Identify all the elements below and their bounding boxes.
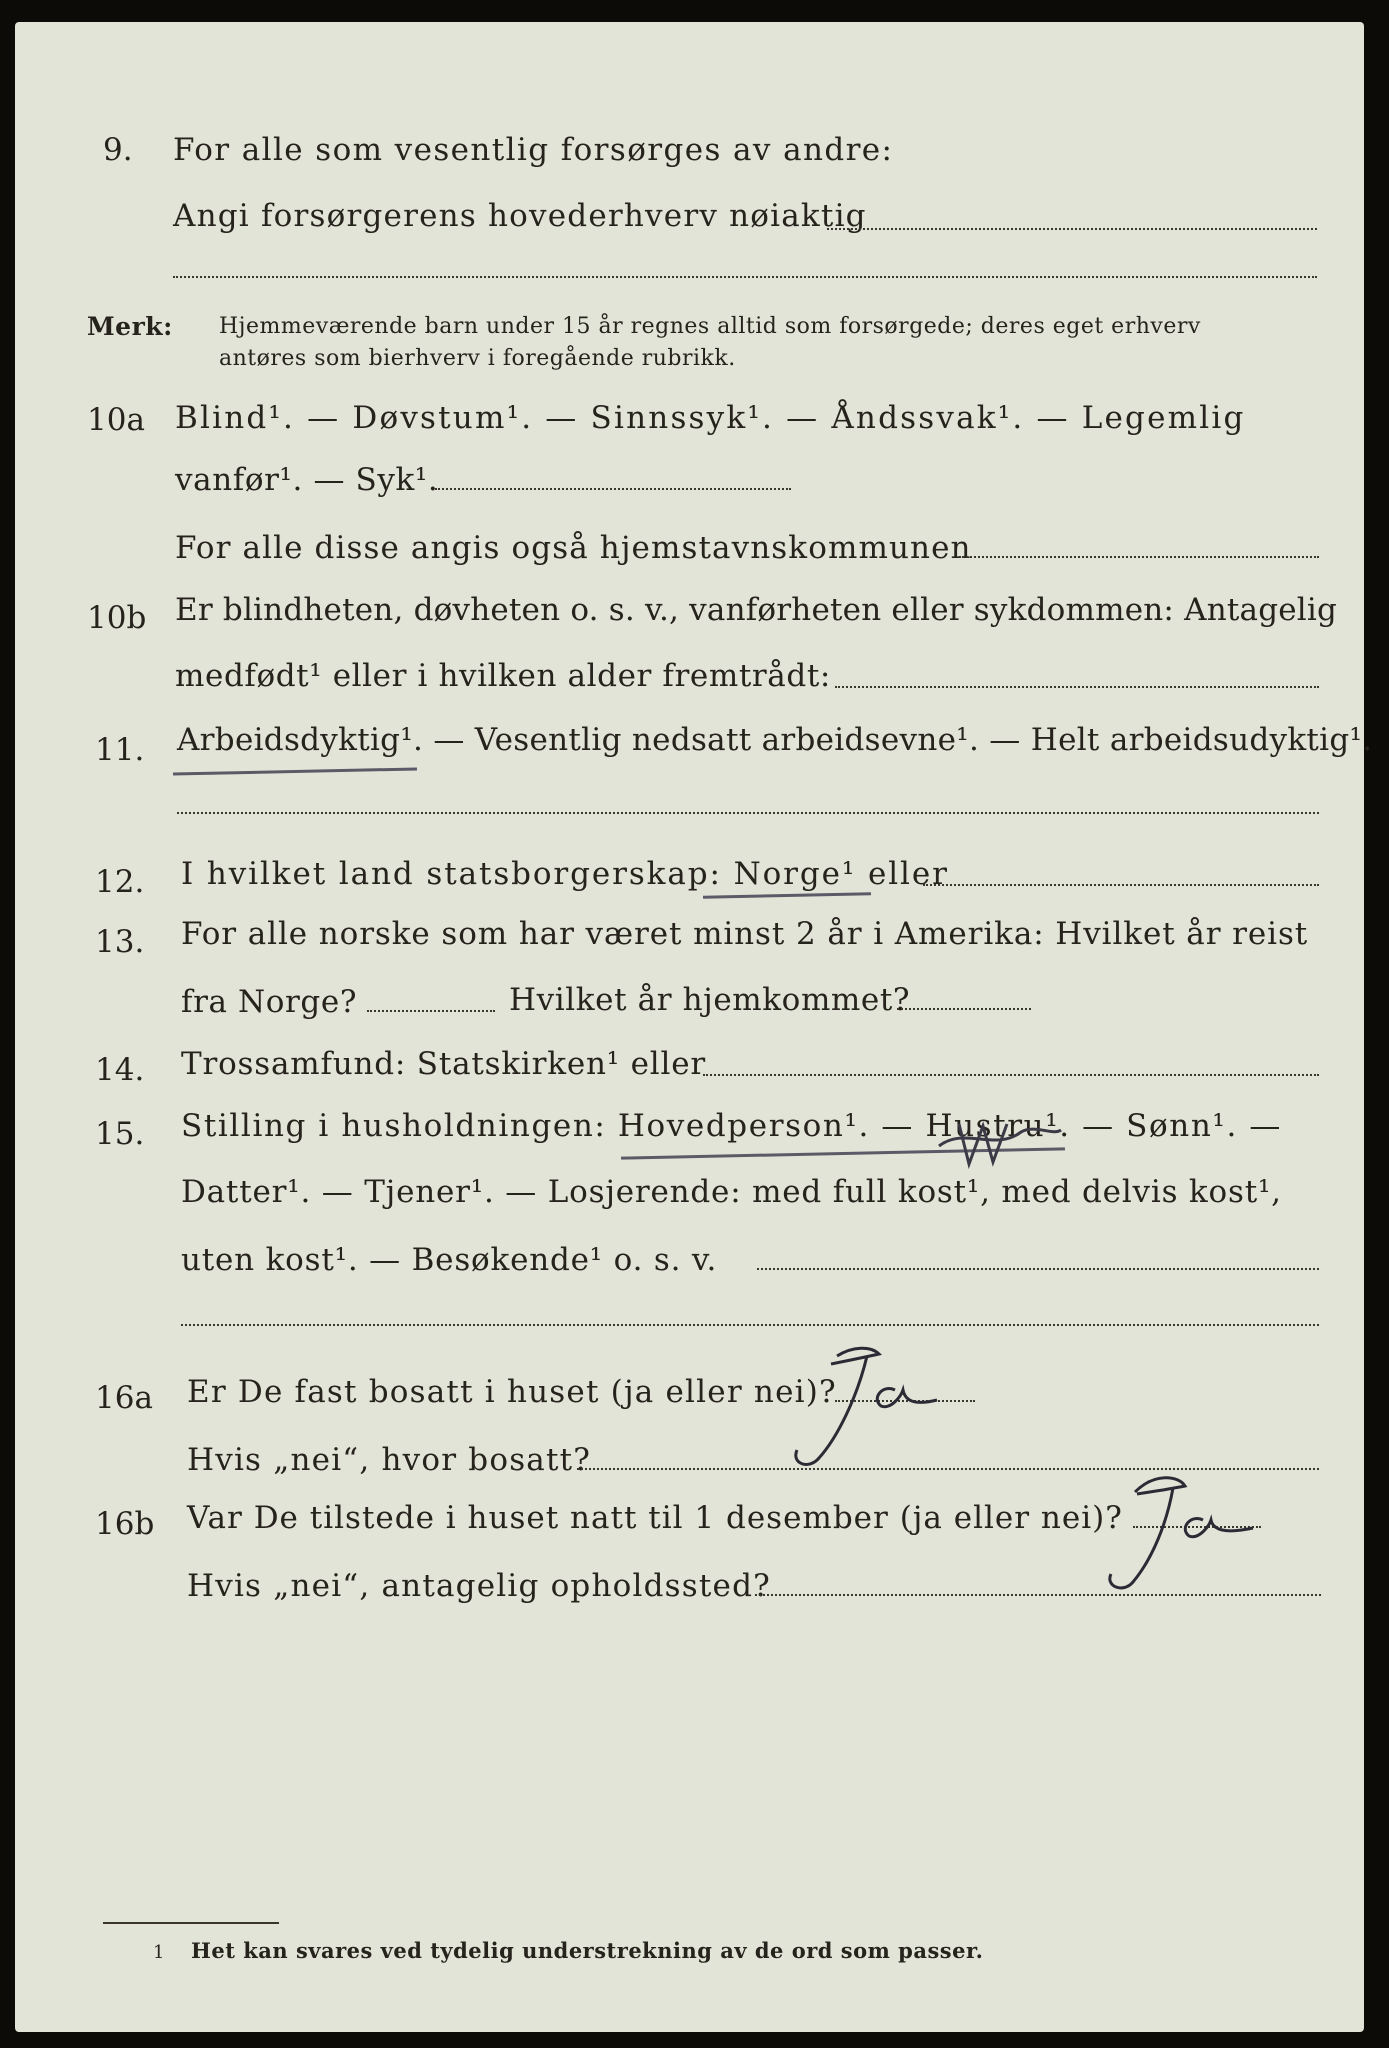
q13-line2b: Hvilket år hjemkommet? bbox=[509, 982, 911, 1018]
footnote-mark: 1 bbox=[153, 1942, 165, 1963]
q15-answer-field-2[interactable] bbox=[181, 1324, 1319, 1326]
q16a-line2: Hvis „nei“, hvor bosatt? bbox=[187, 1442, 592, 1478]
q16a-handwritten-answer bbox=[767, 1338, 957, 1488]
q16b-handwritten-answer bbox=[1075, 1462, 1275, 1612]
q15-line3: uten kost¹. — Besøkende¹ o. s. v. bbox=[181, 1242, 718, 1278]
q10a-answer-field[interactable] bbox=[435, 488, 791, 490]
q10b-number: 10b bbox=[87, 600, 147, 636]
q10a-hometown-field[interactable] bbox=[959, 556, 1319, 558]
q11-line1: Arbeidsdyktig¹. — Vesentlig nedsatt arbeidsevne¹. — Helt arbeidsudyktig¹. bbox=[177, 722, 1373, 758]
q9-answer-field[interactable] bbox=[827, 228, 1317, 230]
q15-number: 15. bbox=[95, 1116, 145, 1152]
q13-year-returned-field[interactable] bbox=[897, 1008, 1031, 1010]
q16b-number: 16b bbox=[95, 1506, 155, 1542]
q10b-line2: medfødt¹ eller i hvilken alder fremtrådt: bbox=[175, 658, 831, 694]
q13-line1: For alle norske som har været minst 2 år i Amerika: Hvilket år reist bbox=[181, 916, 1309, 952]
q12-answer-field[interactable] bbox=[923, 884, 1319, 886]
q15-line1: Stilling i husholdningen: Hovedperson¹. — Hustru¹. — Sønn¹. — bbox=[181, 1108, 1282, 1144]
q11-pencil-underline bbox=[173, 767, 417, 775]
q9-line1: For alle som vesentlig forsørges av andre: bbox=[173, 132, 894, 168]
q10b-line1: Er blindheten, døvheten o. s. v., vanførheten eller sykdommen: Antagelig bbox=[175, 592, 1338, 628]
note-line1: Hjemmeværende barn under 15 år regnes alltid som forsørgede; deres eget erhverv bbox=[219, 314, 1201, 339]
q15-crossed-out-mark bbox=[935, 1112, 1065, 1172]
footnote-divider bbox=[103, 1922, 279, 1924]
q16b-answer-text: Ja bbox=[1075, 1462, 1076, 1463]
q16a-number: 16a bbox=[95, 1380, 153, 1416]
q13-number: 13. bbox=[95, 924, 145, 960]
q9-line2: Angi forsørgerens hovederhverv nøiaktig bbox=[173, 198, 867, 234]
q12-pencil-underline bbox=[703, 892, 871, 899]
q14-line1: Trossamfund: Statskirken¹ eller bbox=[181, 1046, 706, 1082]
q11-number: 11. bbox=[95, 732, 145, 768]
census-form-page bbox=[15, 22, 1373, 2032]
q10a-line1: Blind¹. — Døvstum¹. — Sinnssyk¹. — Åndssvak¹. — Legemlig bbox=[175, 400, 1246, 436]
q11-answer-field[interactable] bbox=[177, 812, 1319, 814]
note-label: Merk: bbox=[87, 312, 173, 341]
q15-line2: Datter¹. — Tjener¹. — Losjerende: med full kost¹, med delvis kost¹, bbox=[181, 1174, 1282, 1210]
q15-answer-field[interactable] bbox=[757, 1268, 1319, 1270]
q10a-line2: vanfør¹. — Syk¹. bbox=[175, 462, 439, 498]
q9-answer-field-2[interactable] bbox=[173, 276, 1317, 278]
q16b-line1: Var De tilstede i huset natt til 1 desember (ja eller nei)? bbox=[187, 1500, 1123, 1536]
footnote-text: Het kan svares ved tydelig understrekning av de ord som passer. bbox=[191, 1938, 984, 1963]
q13-year-left-field[interactable] bbox=[367, 1010, 495, 1012]
q16a-line1: Er De fast bosatt i huset (ja eller nei)? bbox=[187, 1374, 837, 1410]
q13-line2a: fra Norge? bbox=[181, 984, 358, 1020]
q10a-line3: For alle disse angis også hjemstavnskommunen bbox=[175, 530, 972, 566]
q12-line1: I hvilket land statsborgerskap: Norge¹ eller bbox=[181, 856, 949, 892]
q16b-line2: Hvis „nei“, antagelig opholdssted? bbox=[187, 1568, 771, 1604]
q9-number: 9. bbox=[103, 132, 133, 168]
note-line2: antøres som bierhverv i foregående rubrikk. bbox=[219, 346, 736, 371]
q12-number: 12. bbox=[95, 864, 145, 900]
q10b-answer-field[interactable] bbox=[835, 686, 1319, 688]
q10a-number: 10a bbox=[87, 402, 145, 438]
q16b-whereabouts-field[interactable] bbox=[755, 1594, 1321, 1596]
q16a-answer-text: Ja bbox=[767, 1338, 768, 1339]
q14-number: 14. bbox=[95, 1052, 145, 1088]
q14-answer-field[interactable] bbox=[703, 1074, 1319, 1076]
